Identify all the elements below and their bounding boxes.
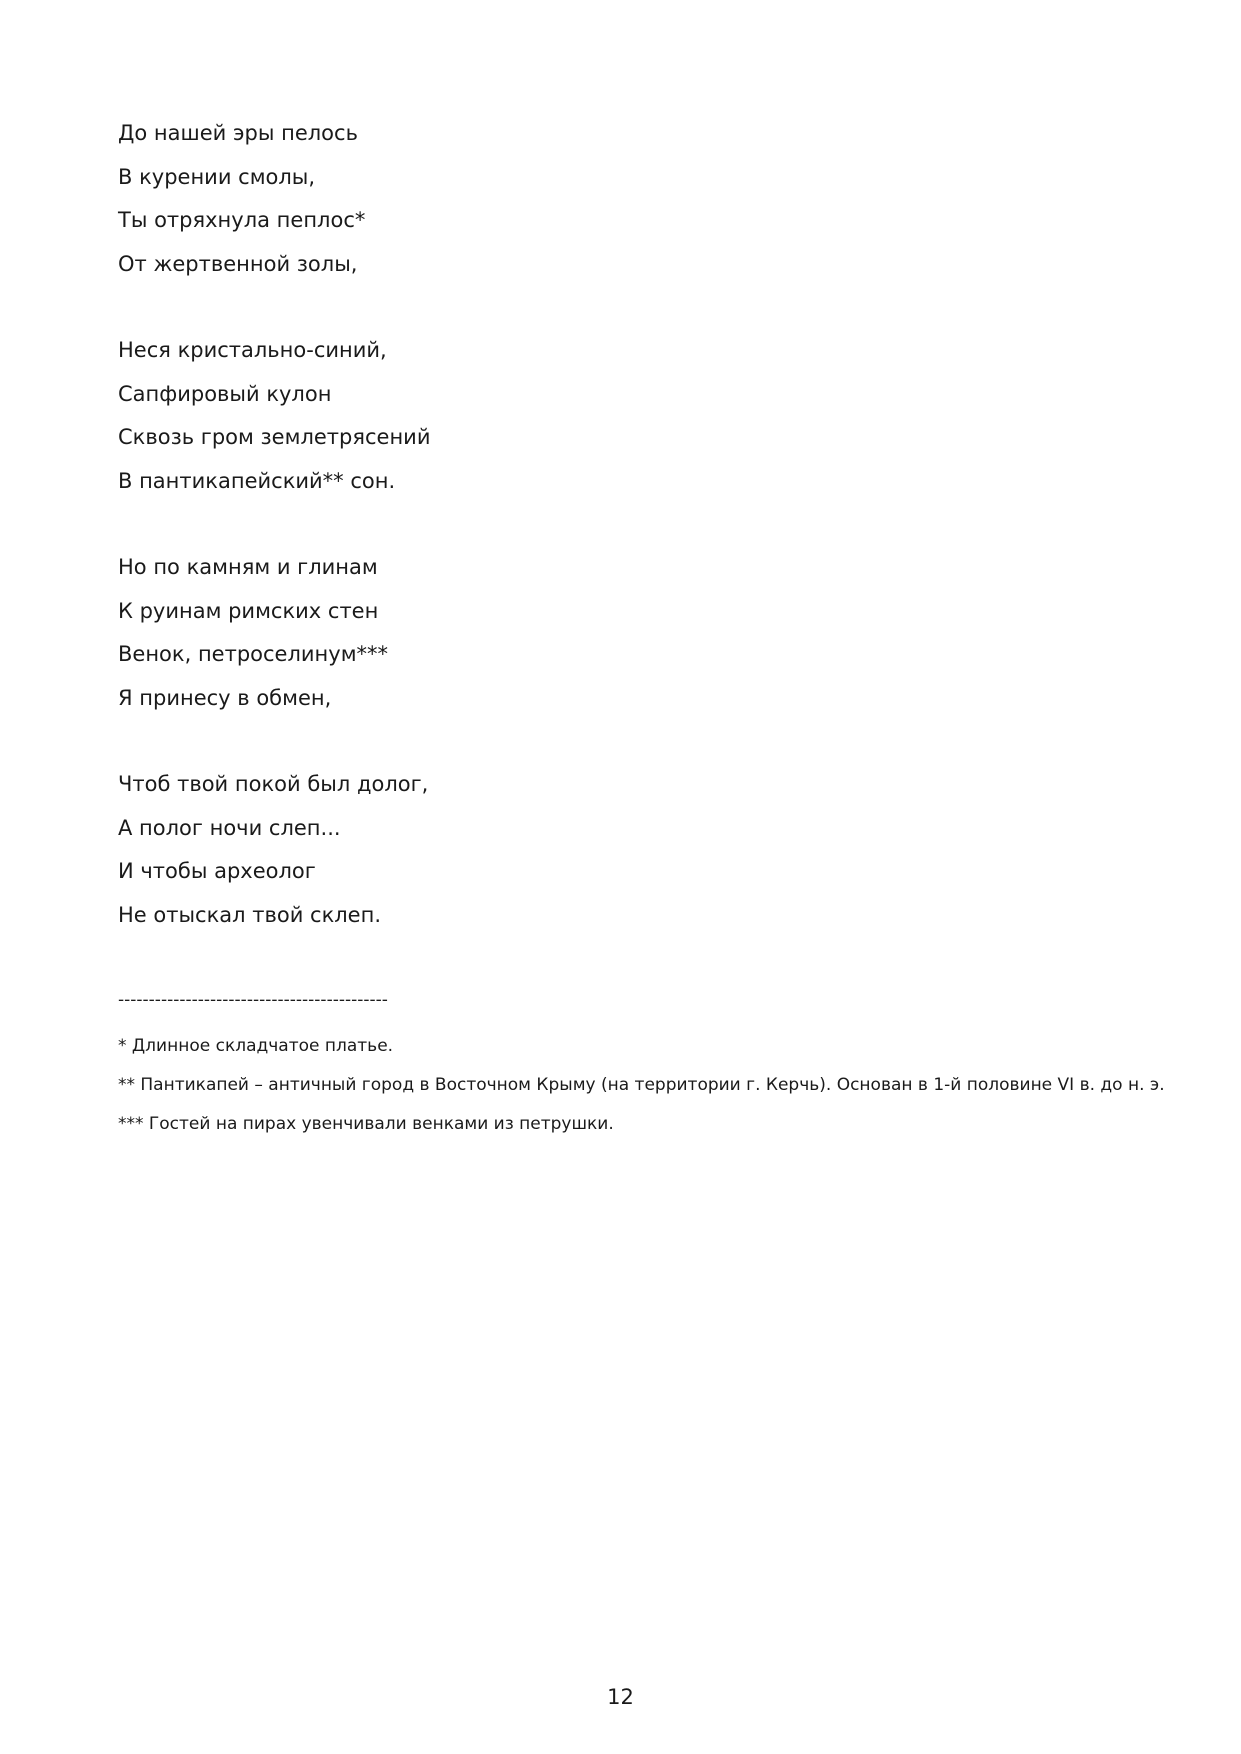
footnote-1: * Длинное складчатое платье. — [118, 1036, 394, 1056]
poem-line: Ты отряхнула пеплос* — [118, 208, 366, 232]
footnote-2: ** Пантикапей – античный город в Восточном Крыму (на территории г. Керчь). Основан в 1-й половине VI в. до н. э. — [118, 1075, 1165, 1095]
footnotes — [118, 1027, 1178, 1144]
poem-line: От жертвенной золы, — [118, 251, 358, 276]
poem-line: Сквозь гром землетрясений — [118, 425, 431, 449]
poem-line: Не отыскал твой склеп. — [118, 902, 382, 927]
poem-line: Венок, петроселинум*** — [118, 642, 389, 666]
poem-line: Чтоб твой покой был долог, — [118, 772, 429, 796]
poem-line: До нашей эры пелось — [118, 121, 358, 145]
poem-line: И чтобы археолог — [118, 859, 316, 883]
stanza-4 — [118, 763, 1018, 937]
stanza-3 — [118, 546, 1018, 720]
stanza-2 — [118, 329, 1018, 503]
page-number: 12 — [607, 1685, 634, 1709]
poem-line: Неся кристально-синий, — [118, 338, 387, 362]
poem-line: А полог ночи слеп... — [118, 815, 341, 840]
stanza-1 — [118, 112, 1018, 286]
poem — [118, 112, 1018, 980]
poem-line: В курении смолы, — [118, 164, 316, 189]
poem-line: К руинам римских стен — [118, 598, 379, 623]
poem-line: Я принесу в обмен, — [118, 685, 332, 710]
footnote-separator: -------------------------------------------- — [118, 990, 388, 1010]
poem-line: В пантикапейский** сон. — [118, 468, 396, 493]
footnote-3: *** Гостей на пирах увенчивали венками из петрушки. — [118, 1114, 614, 1134]
poem-line: Сапфировый кулон — [118, 381, 332, 406]
poem-line: Но по камням и глинам — [118, 555, 378, 579]
